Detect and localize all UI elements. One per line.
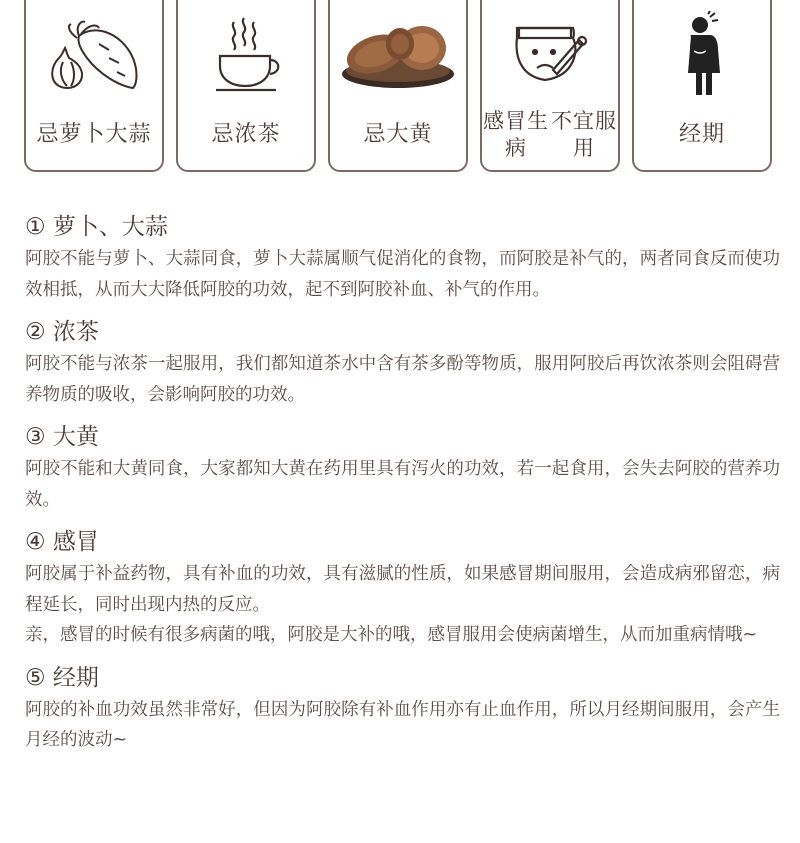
section-title: ③ 大黄 [25, 424, 99, 450]
section-paragraph: 阿胶不能与萝卜、大蒜同食，萝卜大蒜属顺气促消化的食物，而阿胶是补气的，两者同食反而使功效相抵，从而大大降低阿胶的功效，起不到阿胶补血、补气的作用。 [25, 249, 780, 300]
section-title: ④ 感冒 [25, 529, 99, 555]
card-strong-tea [176, 0, 316, 172]
taboo-card-row [24, 0, 776, 175]
card-label: 经期 [678, 122, 725, 147]
radish-garlic-icon [26, 6, 162, 102]
card-label [482, 108, 618, 162]
woman-period-icon [634, 6, 770, 102]
section-title: ② 浓茶 [25, 319, 99, 345]
sick-face-thermometer-icon [482, 6, 618, 102]
card-label: 忌萝卜大蒜 [36, 122, 152, 147]
section-paragraph: 阿胶不能和大黄同食，大家都知大黄在药用里具有泻火的功效，若一起食用，会失去阿胶的营养功效。 [25, 459, 780, 510]
rhubarb-slices-icon [330, 6, 466, 102]
section-paragraph: 阿胶属于补益药物，具有补血的功效，具有滋腻的性质，如果感冒期间服用，会造成病邪留恋，病程延长，同时出现内热的反应。 [25, 564, 780, 615]
card-radish-garlic [24, 0, 164, 172]
tea-cup-icon [178, 6, 314, 102]
section-strong-tea [25, 315, 780, 410]
section-paragraph: 亲，感冒的时候有很多病菌的哦，阿胶是大补的哦，感冒服用会使病菌增生，从而加重病情哦~ [25, 625, 758, 645]
section-paragraph: 阿胶不能与浓茶一起服用，我们都知道茶水中含有茶多酚等物质，服用阿胶后再饮浓茶则会阻碍营养物质的吸收，会影响阿胶的功效。 [25, 354, 780, 405]
card-label-line-1: 感冒生病 [483, 109, 549, 160]
card-cold-sick [480, 0, 620, 172]
section-paragraph: 阿胶的补血功效虽然非常好，但因为阿胶除有补血作用亦有止血作用，所以月经期间服用，会产生月经的波动~ [25, 699, 780, 750]
section-title: ① 萝卜、大蒜 [25, 214, 168, 240]
section-rhubarb [25, 420, 780, 515]
card-label: 忌浓茶 [211, 122, 281, 147]
section-cold [25, 525, 780, 651]
taboo-explanations [25, 210, 780, 766]
section-period [25, 661, 780, 756]
card-period [632, 0, 772, 172]
section-title: ⑤ 经期 [25, 664, 99, 691]
card-rhubarb [328, 0, 468, 172]
card-label: 忌大黄 [363, 122, 433, 147]
section-radish-garlic [25, 210, 780, 305]
card-label-line-2: 不宜服用 [551, 109, 617, 160]
